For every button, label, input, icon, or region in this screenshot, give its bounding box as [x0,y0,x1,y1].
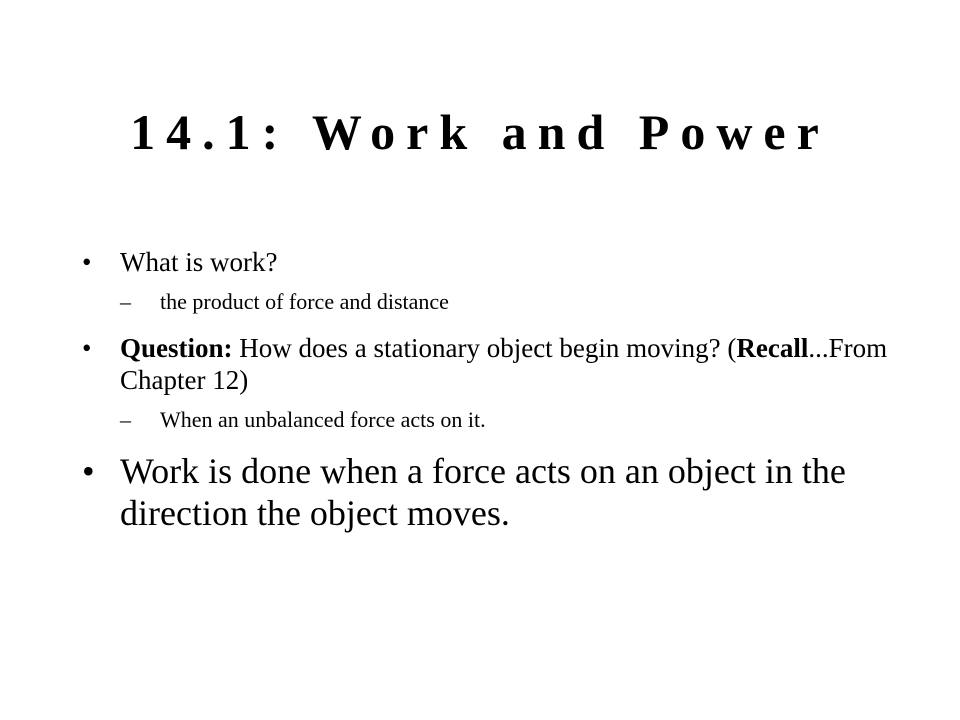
question-text: How does a stationary object begin moving? ( [232,333,737,363]
sub-bullet-text: the product of force and distance [160,289,449,314]
dash-icon: – [120,289,131,314]
bullet-item [82,246,902,278]
sub-bullet-text: When an unbalanced force acts on it. [160,407,486,432]
dash-icon: – [120,407,131,432]
bullet-list [82,246,902,534]
bullet-item [82,332,902,396]
slide-title: 14.1: Work and Power [130,104,830,160]
recall-label: Recall [736,333,809,363]
bullet-text: What is work? [120,247,278,277]
sub-bullet-item [120,288,902,316]
sub-bullet-item [120,406,902,434]
bullet-icon: • [82,247,92,277]
bullet-icon: • [82,333,92,363]
bullet-item [82,450,902,534]
bullet-icon: • [82,451,95,491]
question-text-after: ...From Chapter 12) [120,333,888,395]
question-label: Question: [120,333,233,363]
bullet-text: Work is done when a force acts on an object in the direction the object moves. [120,451,846,533]
